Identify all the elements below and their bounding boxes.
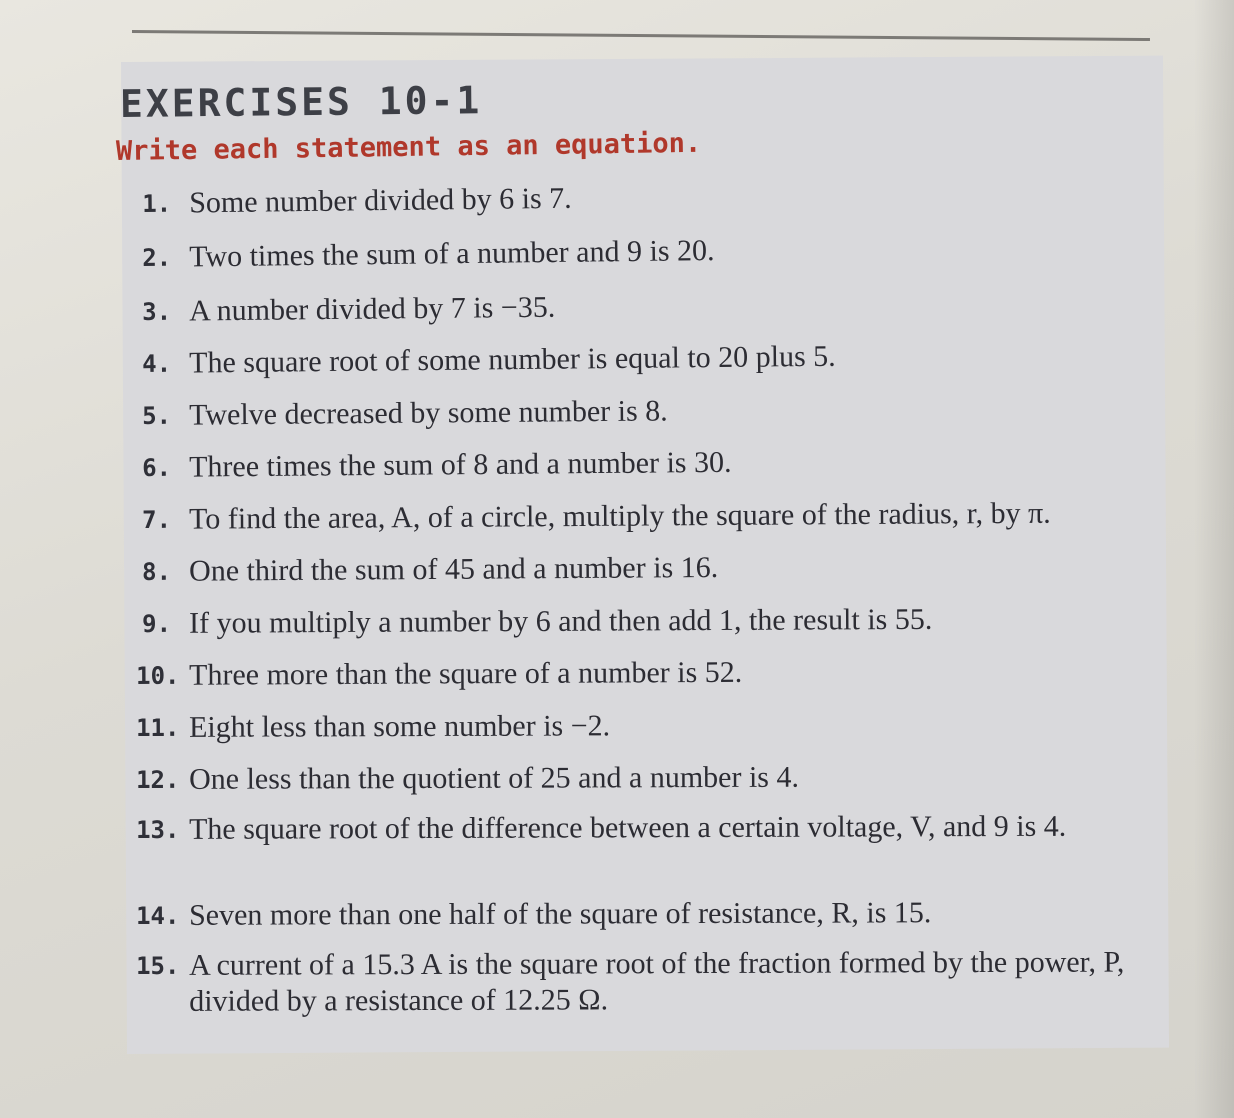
exercise-number: 7. <box>142 505 172 534</box>
exercise-number: 13. <box>136 815 180 844</box>
exercise-text: Twelve decreased by some number is 8. <box>189 394 668 432</box>
exercise-text: Three more than the square of a number is 52. <box>189 655 743 692</box>
exercise-text: A current of a 15.3 A is the square root of the fraction formed by the power, P, divided by a resistance of 12.25 Ω. <box>189 945 1125 1018</box>
exercise-text: Three times the sum of 8 and a number is 30. <box>189 445 732 484</box>
exercise-text: The square root of some number is equal to 20 plus 5. <box>189 339 836 380</box>
exercise-text: One less than the quotient of 25 and a number is 4. <box>189 760 799 796</box>
exercise-number: 4. <box>142 349 172 378</box>
exercise-number: 15. <box>136 951 180 980</box>
exercise-number: 5. <box>142 401 172 430</box>
exercise-text: The square root of the difference between a certain voltage, V, and 9 is 4. <box>189 809 1067 846</box>
exercise-number: 11. <box>136 713 180 742</box>
exercise-number: 3. <box>142 297 172 326</box>
exercise-text: Two times the sum of a number and 9 is 20. <box>189 234 715 274</box>
instruction-text: Write each statement as an equation. <box>115 127 702 167</box>
exercise-number: 1. <box>142 189 172 218</box>
exercise-number: 10. <box>136 661 180 690</box>
exercise-text: Some number divided by 6 is 7. <box>189 181 572 220</box>
exercise-number: 8. <box>142 557 172 586</box>
exercise-number: 14. <box>136 901 180 930</box>
exercise-text: Eight less than some number is −2. <box>189 709 611 744</box>
exercise-text: To find the area, A, of a circle, multiply the square of the radius, r, by π. <box>189 496 1051 536</box>
exercise-text: A number divided by 7 is −35. <box>189 290 556 328</box>
exercise-number: 6. <box>142 453 172 482</box>
exercise-text: One third the sum of 45 and a number is 16. <box>189 550 719 588</box>
exercises-heading: EXERCISES 10-1 <box>119 78 483 126</box>
exercise-number: 2. <box>142 243 172 272</box>
book-spine-shadow <box>1194 0 1234 1118</box>
exercise-text: If you multiply a number by 6 and then add 1, the result is 55. <box>189 602 933 640</box>
exercise-text: Seven more than one half of the square of resistance, R, is 15. <box>189 896 932 932</box>
exercise-number: 12. <box>136 765 180 794</box>
exercise-number: 9. <box>142 609 172 638</box>
